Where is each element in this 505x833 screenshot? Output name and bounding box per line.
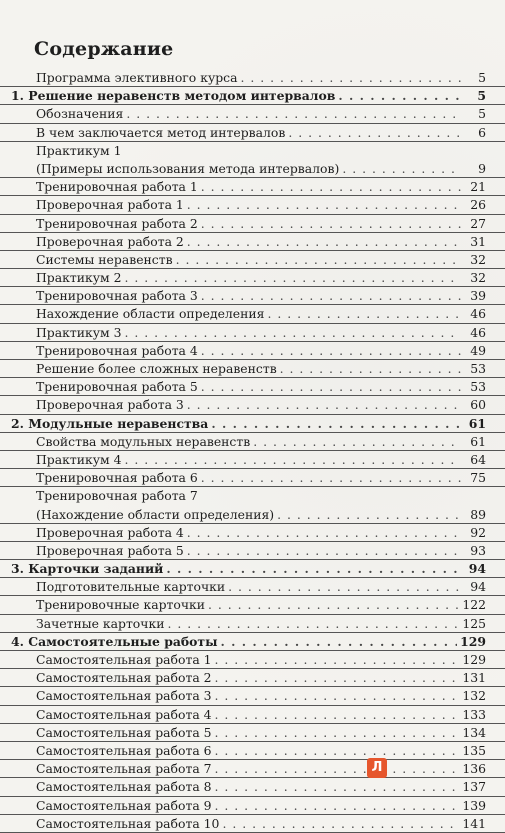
toc-entry-label: 1. Решение неравенств методом интервалов — [11, 88, 336, 104]
toc-page-number: 46 — [470, 306, 486, 322]
toc-entry-label: Самостоятельная работа 5 — [36, 724, 212, 740]
toc-entry-row — [0, 269, 505, 287]
toc-entry-label: Практикум 4 — [36, 451, 122, 467]
toc-entry — [36, 305, 486, 323]
toc-entry — [36, 742, 486, 760]
dot-leader — [208, 596, 459, 614]
toc-page-number: 75 — [470, 470, 486, 486]
toc-entry — [36, 687, 486, 705]
toc-page-number: 61 — [468, 415, 486, 431]
toc-section-row — [0, 415, 505, 433]
toc-entry — [36, 342, 486, 360]
toc-page-number: 122 — [462, 597, 486, 613]
toc-entry-label: Проверочная работа 3 — [36, 397, 184, 413]
toc-entry-label: Самостоятельная работа 2 — [36, 670, 212, 686]
toc-entry-row — [0, 342, 505, 360]
toc-entry-label: Тренировочная работа 6 — [36, 470, 198, 486]
toc-page-number: 94 — [470, 579, 486, 595]
toc-page-number: 60 — [470, 397, 486, 413]
toc-entry — [36, 233, 486, 251]
toc-entry — [36, 142, 486, 178]
toc-entry-row — [0, 797, 505, 815]
toc-page-number: 49 — [470, 342, 486, 358]
toc-page-number: 9 — [478, 160, 486, 176]
toc-entry-row — [0, 596, 505, 614]
toc-entry-label: Тренировочная работа 4 — [36, 342, 198, 358]
toc-entry-label: Подготовительные карточки — [36, 579, 226, 595]
toc-page-number: 27 — [470, 215, 486, 231]
toc-entry — [36, 596, 486, 614]
toc-entry-row — [0, 615, 505, 633]
toc-entry-row — [0, 706, 505, 724]
toc-entry — [36, 760, 486, 778]
toc-entry-row — [0, 778, 505, 796]
toc-section-row — [0, 633, 505, 651]
dot-leader — [167, 615, 459, 633]
toc-entry-row — [0, 451, 505, 469]
dot-leader — [215, 742, 460, 760]
toc-entry-row — [0, 760, 505, 778]
toc-entry-label: Практикум 2 — [36, 270, 122, 286]
toc-entry — [36, 287, 486, 305]
dot-leader — [124, 324, 461, 342]
publisher-logo-icon: Л — [367, 758, 387, 778]
toc-entry-row — [0, 215, 505, 233]
toc-entry-label: Решение более сложных неравенств — [36, 361, 277, 376]
dot-leader — [124, 269, 461, 287]
dot-leader — [215, 778, 460, 796]
toc-entry — [36, 469, 486, 487]
toc-entry — [36, 797, 486, 815]
toc-entry — [36, 215, 486, 233]
toc-entry-row — [0, 233, 505, 251]
toc-entry-row — [0, 360, 505, 378]
dot-leader — [211, 415, 461, 433]
toc-entry-label: Практикум 1 (Примеры использования метода интервалов) — [36, 142, 340, 176]
toc-entry — [36, 433, 486, 451]
toc-section-row — [0, 560, 505, 578]
toc-entry-label: Нахождение области определения — [36, 306, 265, 322]
dot-leader — [215, 797, 460, 815]
toc-page-number: 133 — [462, 706, 486, 722]
toc-page-number: 53 — [470, 379, 486, 395]
toc-page-number: 134 — [462, 724, 486, 740]
dot-leader — [187, 542, 461, 560]
dot-leader — [222, 815, 459, 833]
toc-entry-label: Обозначения — [36, 106, 124, 122]
dot-leader — [187, 524, 461, 542]
dot-leader — [187, 233, 461, 251]
toc-entry-row — [0, 287, 505, 305]
dot-leader — [215, 724, 460, 742]
toc-entry — [36, 378, 486, 396]
toc-entry-row — [0, 142, 505, 178]
dot-leader — [338, 87, 461, 105]
toc-entry-label: Самостоятельная работа 3 — [36, 688, 212, 704]
toc-page-number: 64 — [470, 451, 486, 467]
toc-entry-row — [0, 651, 505, 669]
dot-leader — [166, 560, 461, 578]
toc-page-number: 125 — [462, 615, 486, 631]
toc-entry-label: Самостоятельная работа 6 — [36, 742, 212, 758]
toc-page-number: 32 — [470, 251, 486, 267]
toc-entry-row — [0, 196, 505, 214]
toc-page-number: 89 — [470, 506, 486, 522]
dot-leader — [221, 633, 458, 651]
toc-entry-label: Проверочная работа 5 — [36, 542, 184, 558]
page-title: Содержание — [34, 38, 174, 60]
toc-entry-row — [0, 724, 505, 742]
toc-entry-label: Самостоятельная работа 7 — [36, 761, 212, 777]
toc-entry — [36, 542, 486, 560]
toc-entry-label: Тренировочные карточки — [36, 597, 206, 613]
toc-entry — [36, 778, 486, 796]
toc-entry — [36, 451, 486, 469]
toc-entry — [36, 524, 486, 542]
toc-entry-label: Системы неравенств — [36, 251, 173, 267]
dot-leader — [201, 215, 461, 233]
toc-page-number: 139 — [462, 797, 486, 813]
dot-leader — [280, 360, 461, 378]
toc-entry-row — [0, 69, 505, 87]
toc-entry — [36, 69, 486, 87]
toc-entry-row — [0, 433, 505, 451]
toc-page-number: 61 — [470, 433, 486, 449]
dot-leader — [342, 160, 461, 178]
toc-page-number: 31 — [470, 233, 486, 249]
toc-entry — [36, 651, 486, 669]
toc-page-number: 6 — [478, 124, 486, 140]
toc-entry-label: Зачетные карточки — [36, 615, 165, 631]
toc-page-number: 129 — [460, 633, 486, 649]
toc-entry-label: Тренировочная работа 2 — [36, 215, 198, 231]
dot-leader — [201, 342, 461, 360]
toc-entry — [36, 124, 486, 142]
dot-leader — [124, 451, 461, 469]
toc-page-number: 53 — [470, 361, 486, 376]
toc-entry-row — [0, 742, 505, 760]
toc-entry-label: Тренировочная работа 5 — [36, 379, 198, 395]
dot-leader — [253, 433, 461, 451]
toc-page-number: 94 — [468, 561, 486, 577]
toc-entry — [36, 196, 486, 214]
toc-entry — [11, 415, 486, 433]
toc-entry-row — [0, 469, 505, 487]
toc-page-number: 46 — [470, 324, 486, 340]
toc-entry-label: Самостоятельная работа 1 — [36, 652, 212, 668]
toc-page-number: 131 — [462, 670, 486, 686]
toc-entry — [11, 560, 486, 578]
toc-page-number: 21 — [470, 179, 486, 195]
toc-entry-row — [0, 178, 505, 196]
toc-entry-label: 3. Карточки заданий — [11, 561, 164, 577]
toc-page-number: 32 — [470, 270, 486, 286]
toc-entry — [36, 615, 486, 633]
toc-entry-row — [0, 124, 505, 142]
toc-entry — [36, 251, 486, 269]
dot-leader — [126, 105, 461, 123]
table-of-contents — [0, 69, 505, 833]
dot-leader — [215, 669, 460, 687]
dot-leader — [215, 651, 460, 669]
toc-entry — [36, 360, 486, 378]
toc-entry-row — [0, 324, 505, 342]
dot-leader — [215, 760, 460, 778]
dot-leader — [228, 578, 461, 596]
toc-entry — [36, 669, 486, 687]
toc-entry — [11, 87, 486, 105]
dot-leader — [288, 124, 461, 142]
toc-entry-row — [0, 524, 505, 542]
toc-entry-label: Самостоятельная работа 10 — [36, 815, 220, 831]
toc-page-number: 135 — [462, 742, 486, 758]
toc-page-number: 129 — [462, 652, 486, 668]
toc-page-number: 5 — [478, 69, 486, 85]
toc-entry-row — [0, 105, 505, 123]
toc-page-number: 137 — [462, 779, 486, 795]
toc-page-number: 5 — [478, 106, 486, 122]
toc-page-number: 92 — [470, 524, 486, 540]
toc-entry-label: Программа элективного курса — [36, 69, 238, 85]
toc-entry-row — [0, 396, 505, 414]
toc-entry-label: Проверочная работа 1 — [36, 197, 184, 213]
toc-entry — [36, 396, 486, 414]
toc-entry-row — [0, 578, 505, 596]
toc-entry-row — [0, 378, 505, 396]
toc-entry-row — [0, 487, 505, 523]
toc-entry — [36, 105, 486, 123]
toc-entry-label: Тренировочная работа 7 (Нахождение области определения) — [36, 488, 275, 522]
toc-entry — [36, 578, 486, 596]
toc-entry-label: Свойства модульных неравенств — [36, 433, 251, 449]
toc-page-number: 132 — [462, 688, 486, 704]
toc-entry-label: Самостоятельная работа 9 — [36, 797, 212, 813]
dot-leader — [201, 378, 461, 396]
dot-leader — [215, 706, 460, 724]
toc-entry-row — [0, 251, 505, 269]
toc-entry-label: В чем заключается метод интервалов — [36, 124, 286, 140]
toc-entry-label: Тренировочная работа 3 — [36, 288, 198, 304]
dot-leader — [176, 251, 461, 269]
dot-leader — [215, 687, 460, 705]
toc-page-number: 93 — [470, 542, 486, 558]
toc-entry — [11, 633, 486, 651]
dot-leader — [201, 469, 461, 487]
toc-entry-label: Самостоятельная работа 4 — [36, 706, 212, 722]
toc-page-number: 5 — [477, 88, 486, 104]
toc-page-number: 136 — [462, 761, 486, 777]
toc-entry-row — [0, 669, 505, 687]
toc-entry — [36, 815, 486, 833]
toc-entry — [36, 706, 486, 724]
toc-page-number: 141 — [462, 815, 486, 831]
toc-entry-label: Тренировочная работа 1 — [36, 179, 198, 195]
toc-page-number: 39 — [470, 288, 486, 304]
toc-entry — [36, 724, 486, 742]
toc-entry-label: Самостоятельная работа 8 — [36, 779, 212, 795]
toc-entry-row — [0, 542, 505, 560]
toc-entry-label: 4. Самостоятельные работы — [11, 633, 218, 649]
toc-page-number: 26 — [470, 197, 486, 213]
toc-entry — [36, 178, 486, 196]
dot-leader — [267, 305, 461, 323]
dot-leader — [201, 287, 461, 305]
toc-entry-row — [0, 815, 505, 833]
toc-entry-label: Проверочная работа 2 — [36, 233, 184, 249]
toc-entry-label: 2. Модульные неравенства — [11, 415, 209, 431]
toc-entry — [36, 269, 486, 287]
dot-leader — [241, 69, 462, 87]
toc-entry — [36, 324, 486, 342]
toc-entry-row — [0, 305, 505, 323]
toc-entry — [36, 487, 486, 523]
dot-leader — [187, 396, 461, 414]
dot-leader — [201, 178, 461, 196]
dot-leader — [277, 506, 461, 524]
toc-section-row — [0, 87, 505, 105]
dot-leader — [187, 196, 461, 214]
toc-entry-label: Практикум 3 — [36, 324, 122, 340]
toc-entry-row — [0, 687, 505, 705]
toc-entry-label: Проверочная работа 4 — [36, 524, 184, 540]
